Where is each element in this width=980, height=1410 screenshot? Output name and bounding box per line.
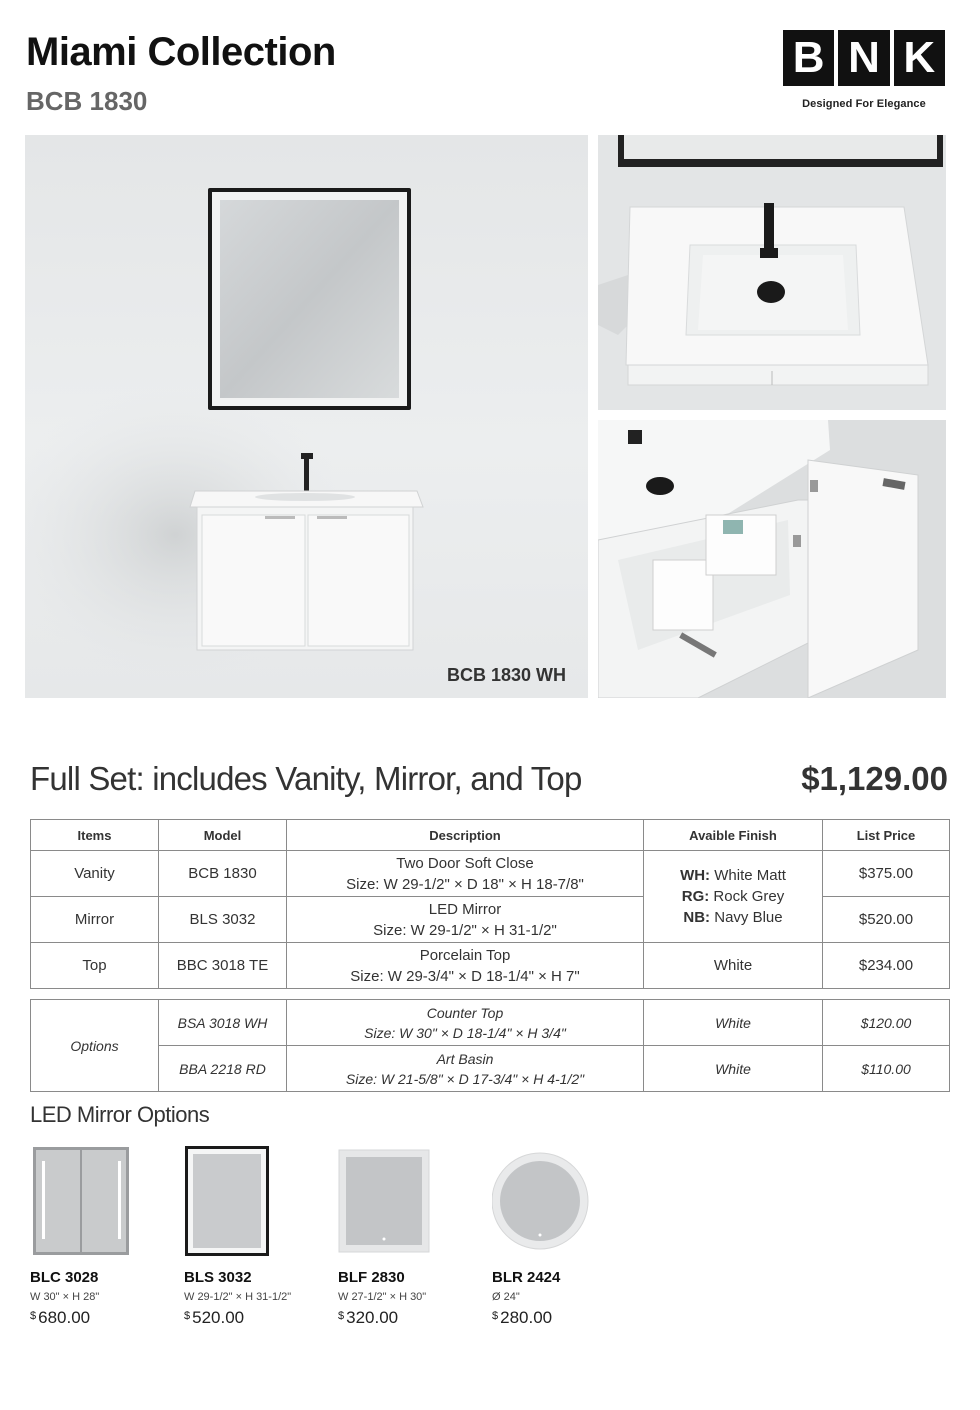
column-header: List Price	[823, 820, 950, 851]
finish-option: RG: Rock Grey	[681, 888, 785, 905]
description-size: Size: W 29-1/2" × H 31-1/2"	[373, 921, 557, 939]
led-options-title: LED Mirror Options	[30, 1102, 210, 1127]
framed-mirror-icon	[184, 1145, 270, 1257]
mirror-price: $ 680.00	[30, 1308, 91, 1327]
price-cell: $520.00	[823, 897, 950, 943]
main-product-photo	[25, 135, 588, 698]
price-cell: $120.00	[823, 1000, 950, 1046]
mirror-model: BLR 2424	[492, 1269, 561, 1286]
description-cell	[287, 851, 644, 897]
description-title: Porcelain Top	[419, 946, 511, 964]
description-size: Size: W 21-5/8" × D 17-3/4" × H 4-1/2"	[345, 1070, 585, 1087]
full-set-label: Full Set: includes Vanity, Mirror, and Top	[30, 760, 582, 797]
description-cell	[287, 943, 644, 989]
mirror-image	[338, 1145, 488, 1257]
description-size: Size: W 29-3/4" × D 18-1/4" × H 7"	[350, 967, 580, 985]
spec-table	[30, 819, 950, 989]
model-subtitle: BCB 1830	[26, 86, 148, 116]
table-row	[31, 1046, 950, 1092]
mirror-price: $ 520.00	[184, 1308, 245, 1327]
mirror-price: $ 280.00	[492, 1308, 553, 1327]
description-title: Two Door Soft Close	[396, 854, 534, 872]
price-cell: $375.00	[823, 851, 950, 897]
description-title: LED Mirror	[428, 900, 502, 918]
vanity-illustration	[25, 135, 588, 698]
mirror-size: W 29-1/2" × H 31-1/2"	[184, 1291, 292, 1303]
description-size: Size: W 29-1/2" × D 18" × H 18-7/8"	[346, 875, 584, 893]
logo-letter: K	[903, 33, 936, 82]
finish-cell: White	[644, 1046, 823, 1092]
item-cell: Vanity	[31, 851, 159, 897]
table-row	[31, 1000, 950, 1046]
full-set-price: $1,129.00	[801, 760, 948, 797]
model-cell: BSA 3018 WH	[159, 1000, 287, 1046]
finish-cell	[644, 851, 823, 943]
table-row	[31, 851, 950, 897]
basin-detail-photo	[598, 135, 946, 410]
mirror-model: BLC 3028	[30, 1269, 99, 1286]
mirror-size: Ø 24"	[492, 1291, 520, 1303]
item-cell: Top	[31, 943, 159, 989]
mirror-option-card	[184, 1145, 334, 1328]
mirror-image	[492, 1145, 642, 1257]
description-cell	[287, 1000, 644, 1046]
mirror-price: $ 320.00	[338, 1308, 399, 1327]
logo-letter: B	[783, 30, 838, 86]
round-mirror-icon	[492, 1149, 592, 1253]
mirror-image	[184, 1145, 334, 1257]
cabinet-interior-photo	[598, 420, 946, 698]
description-title: Counter Top	[426, 1004, 504, 1021]
options-table	[30, 999, 950, 1092]
cabinet-illustration	[598, 420, 946, 698]
mirror-size: W 30" × H 28"	[30, 1291, 100, 1303]
finish-cell: White	[644, 943, 823, 989]
options-label: Options	[31, 1000, 159, 1092]
column-header: Model	[159, 820, 287, 851]
model-cell: BLS 3032	[159, 897, 287, 943]
model-cell: BBC 3018 TE	[159, 943, 287, 989]
page-title: Miami Collection	[26, 30, 336, 74]
finish-option: NB: Navy Blue	[683, 909, 783, 926]
description-title: Art Basin	[436, 1050, 494, 1067]
mirror-model: BLF 2830	[338, 1269, 405, 1286]
photo-caption: BCB 1830 WH	[446, 665, 566, 685]
item-cell: Mirror	[31, 897, 159, 943]
mirror-image	[30, 1145, 180, 1257]
cabinet-mirror-icon	[30, 1145, 130, 1257]
mirror-size: W 27-1/2" × H 30"	[338, 1291, 427, 1303]
mirror-option-card	[492, 1145, 642, 1328]
table-row	[31, 943, 950, 989]
mirror-model: BLS 3032	[184, 1269, 252, 1286]
finish-option: WH: White Matt	[680, 867, 786, 884]
price-cell: $110.00	[823, 1046, 950, 1092]
frosted-mirror-icon	[338, 1149, 430, 1253]
model-cell: BBA 2218 RD	[159, 1046, 287, 1092]
logo-mark	[783, 30, 945, 86]
basin-illustration	[598, 135, 946, 410]
description-cell	[287, 1046, 644, 1092]
brand-tagline: Designed For Elegance	[802, 98, 926, 110]
price-cell: $234.00	[823, 943, 950, 989]
mirror-option-card	[30, 1145, 180, 1328]
description-size: Size: W 30" × D 18-1/4" × H 3/4"	[364, 1024, 566, 1041]
description-cell	[287, 897, 644, 943]
column-header: Description	[287, 820, 644, 851]
column-header: Avaible Finish	[644, 820, 823, 851]
model-cell: BCB 1830	[159, 851, 287, 897]
logo-letter: N	[838, 30, 893, 86]
table-header-row	[31, 820, 950, 851]
brand-logo	[783, 30, 945, 110]
finish-cell: White	[644, 1000, 823, 1046]
mirror-option-card	[338, 1145, 488, 1328]
column-header: Items	[31, 820, 159, 851]
